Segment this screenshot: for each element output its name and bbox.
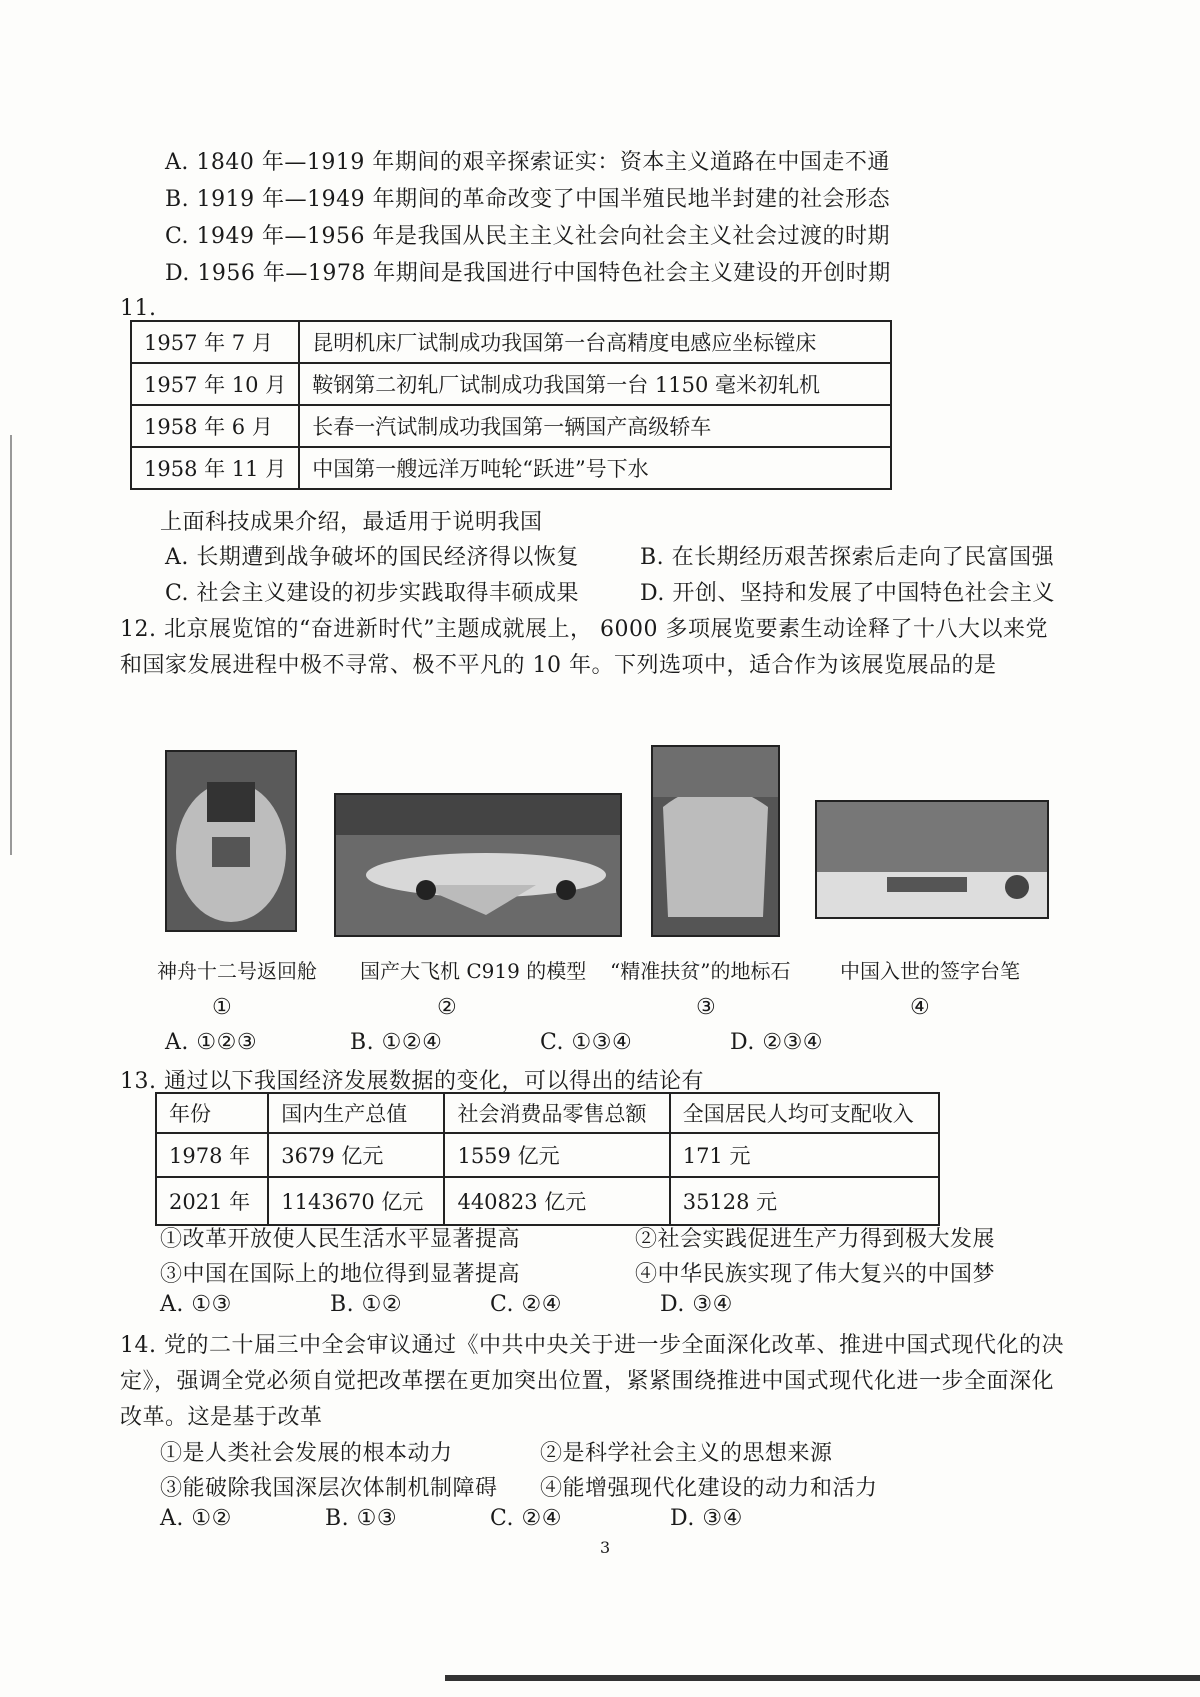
q14-option-b: B. ①③	[325, 1506, 398, 1531]
table-row	[131, 405, 891, 447]
q13-stem: 13. 通过以下我国经济发展数据的变化，可以得出的结论有	[120, 1069, 704, 1094]
q14-stem-line1: 14. 党的二十届三中全会审议通过《中共中央关于进一步全面深化改革、推进中国式现代化的决	[120, 1333, 1064, 1358]
q12-stem-line2: 和国家发展进程中极不寻常、极不平凡的 10 年。下列选项中，适合作为该展览展品的是	[120, 653, 997, 678]
q14-option-a: A. ①②	[160, 1506, 232, 1531]
q14-option-d: D. ③④	[670, 1506, 743, 1531]
table-row	[131, 321, 891, 363]
q13-option-a: A. ①③	[160, 1292, 232, 1317]
table-row	[156, 1133, 939, 1177]
table-cell: 35128 元	[670, 1177, 939, 1225]
wto-signing-desk-pen-photo	[815, 800, 1049, 919]
q14-statement-3: ③能破除我国深层次体制机制障碍	[160, 1476, 498, 1501]
event-cell: 中国第一艘远洋万吨轮“跃进”号下水	[299, 447, 891, 489]
q11-option-b: B. 在长期经历艰苦探索后走向了民富国强	[640, 545, 1055, 570]
q10-option-d: D. 1956 年—1978 年期间是我国进行中国特色社会主义建设的开创时期	[165, 261, 891, 286]
q12-option-b: B. ①②④	[350, 1030, 443, 1055]
q12-option-c: C. ①③④	[540, 1030, 633, 1055]
table-cell: 3679 亿元	[268, 1133, 444, 1177]
stone-image	[653, 747, 778, 935]
caption-2: 国产大飞机 C919 的模型	[360, 959, 587, 983]
table-row	[131, 447, 891, 489]
header-cell: 年份	[156, 1093, 268, 1133]
table-row	[156, 1177, 939, 1225]
q10-option-b: B. 1919 年—1949 年期间的革命改变了中国半殖民地半封建的社会形态	[165, 187, 891, 212]
date-cell: 1957 年 10 月	[131, 363, 299, 405]
table-header-row	[156, 1093, 939, 1133]
table-cell: 1559 亿元	[444, 1133, 669, 1177]
scan-margin-line	[10, 435, 12, 855]
q11-stem: 上面科技成果介绍，最适用于说明我国	[160, 510, 543, 535]
q13-option-c: C. ②④	[490, 1292, 562, 1317]
q12-stem-line1: 12. 北京展览馆的“奋进新时代”主题成就展上， 6000 多项展览要素生动诠释了十八大以来党	[120, 617, 1048, 642]
date-cell: 1958 年 6 月	[131, 405, 299, 447]
item-number-4: ④	[910, 995, 930, 1020]
table-cell: 2021 年	[156, 1177, 268, 1225]
header-cell: 国内生产总值	[268, 1093, 444, 1133]
capsule-image	[167, 752, 295, 930]
q14-statement-4: ④能增强现代化建设的动力和活力	[540, 1476, 878, 1501]
caption-1: 神舟十二号返回舱	[157, 959, 317, 983]
page-number: 3	[600, 1538, 611, 1557]
q13-statement-1: ①改革开放使人民生活水平显著提高	[160, 1227, 521, 1252]
q11-number: 11.	[120, 296, 157, 321]
q10-option-c: C. 1949 年—1956 年是我国从民主主义社会向社会主义社会过渡的时期	[165, 224, 890, 249]
table-cell: 171 元	[670, 1133, 939, 1177]
caption-4: 中国入世的签字台笔	[840, 959, 1020, 983]
table-cell: 1143670 亿元	[268, 1177, 444, 1225]
event-cell: 昆明机床厂试制成功我国第一台高精度电感应坐标镗床	[299, 321, 891, 363]
c919-model-photo	[334, 793, 622, 937]
q13-option-d: D. ③④	[660, 1292, 733, 1317]
desk-pen-image	[817, 802, 1047, 917]
table-cell: 440823 亿元	[444, 1177, 669, 1225]
header-cell: 社会消费品零售总额	[444, 1093, 669, 1133]
q14-statement-2: ②是科学社会主义的思想来源	[540, 1441, 833, 1466]
airplane-image	[336, 795, 620, 935]
event-cell: 长春一汽试制成功我国第一辆国产高级轿车	[299, 405, 891, 447]
table-row	[131, 363, 891, 405]
q11-option-c: C. 社会主义建设的初步实践取得丰硕成果	[165, 581, 580, 606]
q13-statement-3: ③中国在国际上的地位得到显著提高	[160, 1262, 521, 1287]
q11-option-d: D. 开创、坚持和发展了中国特色社会主义	[640, 581, 1055, 606]
q13-option-b: B. ①②	[330, 1292, 403, 1317]
q14-option-c: C. ②④	[490, 1506, 562, 1531]
item-number-3: ③	[696, 995, 716, 1020]
q14-stem-line3: 改革。这是基于改革	[120, 1405, 323, 1430]
date-cell: 1957 年 7 月	[131, 321, 299, 363]
q13-table	[155, 1092, 940, 1226]
item-number-1: ①	[212, 995, 232, 1020]
table-cell: 1978 年	[156, 1133, 268, 1177]
q14-statement-1: ①是人类社会发展的根本动力	[160, 1441, 453, 1466]
q13-statement-4: ④中华民族实现了伟大复兴的中国梦	[635, 1262, 996, 1287]
q14-stem-line2: 定》，强调全党必须自觉把改革摆在更加突出位置，紧紧围绕推进中国式现代化进一步全面深化	[120, 1369, 1055, 1394]
date-cell: 1958 年 11 月	[131, 447, 299, 489]
q10-option-a: A. 1840 年—1919 年期间的艰辛探索证实：资本主义道路在中国走不通	[165, 150, 890, 175]
q12-option-a: A. ①②③	[165, 1030, 258, 1055]
caption-3: “精准扶贫”的地标石	[610, 959, 791, 983]
shenzhou-capsule-photo	[165, 750, 297, 932]
event-cell: 鞍钢第二初轧厂试制成功我国第一台 1150 毫米初轧机	[299, 363, 891, 405]
header-cell: 全国居民人均可支配收入	[670, 1093, 939, 1133]
q13-statement-2: ②社会实践促进生产力得到极大发展	[635, 1227, 996, 1252]
scan-edge-bar	[445, 1675, 1200, 1681]
q11-table	[130, 320, 892, 490]
q11-option-a: A. 长期遭到战争破坏的国民经济得以恢复	[165, 545, 579, 570]
item-number-2: ②	[437, 995, 457, 1020]
q12-option-d: D. ②③④	[730, 1030, 824, 1055]
poverty-landmark-stone-photo	[651, 745, 780, 937]
